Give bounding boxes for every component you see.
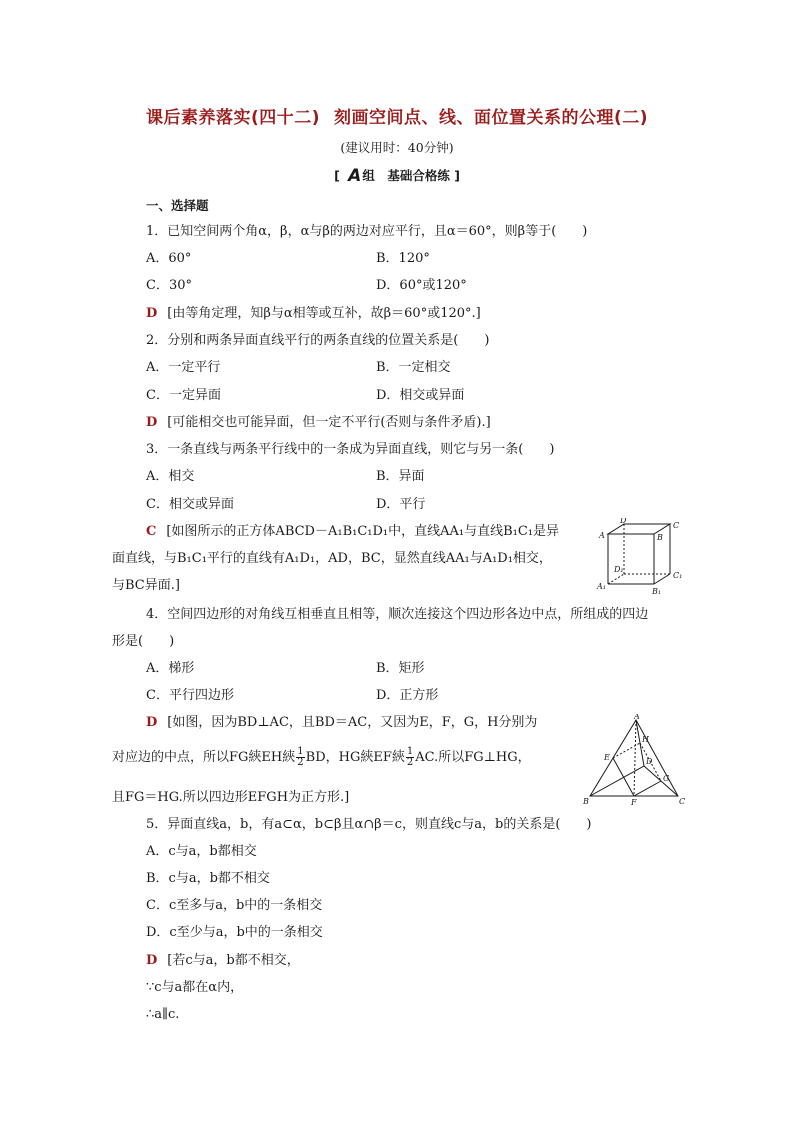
suggested-time: (建议用时：40分钟) [340,140,454,155]
cube-label-d: D [620,518,627,525]
q3-explanation-line3: 与BC异面.] [112,578,180,593]
q3-answer: C [146,524,157,539]
q1-explanation-text: [由等角定理，知β与α相等或互补，故β＝60°或120°.] [167,306,481,321]
q5-explanation-line3: ∴a∥c. [146,1007,180,1022]
group-heading [0,166,794,186]
tetra-edge-bd [590,766,644,796]
q3-option-c: C．相交或异面 [146,497,234,512]
tetrahedron-figure [582,714,686,806]
q5-option-c: C．c至多与a，b中的一条相交 [146,898,323,913]
q2-stem: 2．分别和两条异面直线平行的两条直线的位置关系是( ) [146,333,490,348]
q2-explanation [146,413,491,433]
q4-exp2-part-d: EF [373,750,392,765]
q2-explanation-text: [可能相交也可能异面，但一定不平行(否则与条件矛盾).] [167,415,491,430]
q3-option-a: A．相交 [146,469,195,484]
q1-answer: D [146,306,158,321]
cube-label-b1: B₁ [652,587,662,596]
tetra-label-f: F [631,798,637,806]
q1-option-d: D．60°或120° [376,278,467,293]
q4-option-c: C．平行四边形 [146,688,234,703]
q5-explanation-text1: [若c与a，b都不相交， [167,953,300,968]
q1-option-c: C．30° [146,278,192,293]
cube-label-a: A [599,531,605,540]
q5-answer: D [146,953,158,968]
q4-explanation-text1: [如图，因为BD⊥AC，且BD＝AC，又因为E，F，G，H分别为 [167,715,538,730]
title-series: 课后素养落实(四十二) [145,108,320,128]
tetra-edge-fg [634,781,661,796]
q5-stem: 5．异面直线a，b，有a⊂α，b⊂β且α∩β＝c，则直线c与a，b的关系是( ) [146,817,592,832]
group-bracket-close: ] [454,168,460,183]
q4-stem-line1: 4．空间四边形的对角线互相垂直且相等，顺次连接这个四边形各边中点，所组成的四边 [146,607,649,622]
q3-explanation-text1: [如图所示的正方体ABCD－A₁B₁C₁D₁中，直线AA₁与直线B₁C₁是异 [166,524,560,539]
page-title [0,103,794,128]
cube-edge-a1d1 [608,574,624,584]
cube-figure [594,518,686,596]
fraction-numerator: 1 [406,746,414,757]
q4-explanation-line3: 且FG＝HG.所以四边形EFGH为正方形.] [112,790,350,805]
q4-half-fraction [296,747,304,768]
fraction-numerator: 1 [297,746,304,757]
q4-eqpar-symbol: 綊 [391,750,405,765]
group-a-badge: A [348,166,362,186]
q4-explanation-line2 [112,745,531,771]
q4-exp2-part-b: EH [261,750,283,765]
q4-option-a: A．梯形 [146,661,195,676]
q1-option-b: B．120° [376,251,430,266]
title-topic: 刻画空间点、线、面位置关系的公理(二) [334,108,649,128]
cube-edge-b1c1 [654,574,670,584]
tetra-label-a: A [634,714,640,721]
cube-label-a1: A₁ [597,582,606,591]
q2-option-d: D．相交或异面 [376,388,465,403]
q4-eqpar-symbol: 綊 [360,750,374,765]
q4-stem-line2: 形是( ) [112,634,175,649]
q4-exp2-part-a: 对应边的中点，所以FG [112,750,249,765]
section-heading: 一、选择题 [146,198,209,213]
tetra-edge-ac [634,720,636,796]
fraction-denominator: 2 [297,757,304,768]
group-bracket-open: [ [334,168,340,183]
q2-option-c: C．一定异面 [146,388,221,403]
q4-eqpar-symbol: 綊 [248,750,262,765]
q4-explanation-line1 [146,713,537,733]
q4-answer: D [146,715,158,730]
q3-explanation-line2: 面直线，与B₁C₁平行的直线有A₁D₁，AD，BC，显然直线AA₁与A₁D₁相交， [112,551,552,566]
q4-half-fraction [406,747,414,768]
q1-stem: 1．已知空间两个角α，β，α与β的两边对应平行，且α＝60°，则β等于( ) [146,224,588,239]
q5-option-d: D．c至少与a，b中的一条相交 [146,925,323,940]
tetra-label-d: D [646,757,653,766]
q5-explanation-line2: ∵c与a都在α内， [146,980,244,995]
cube-label-c: C [673,521,680,530]
q4-exp2-part-e: AC.所以FG⊥HG， [415,750,531,765]
q4-eqpar-symbol: 綊 [282,750,296,765]
q5-option-a: A．c与a，b都相交 [146,844,257,859]
q4-exp2-part-c: BD，HG [305,750,361,765]
group-label: 组 基础合格练 [362,168,450,183]
q5-explanation-line1 [146,951,300,971]
q3-stem: 3．一条直线与两条平行线中的一条成为异面直线，则它与另一条( ) [146,442,555,457]
q4-option-b: B．矩形 [376,661,425,676]
q3-explanation-line1 [146,522,559,542]
cube-label-c1: C₁ [673,571,683,580]
tetra-label-h: H [642,735,649,744]
q3-option-b: B．异面 [376,469,425,484]
cube-label-b: B [657,533,663,542]
tetra-edge-ef [613,758,634,796]
q1-explanation [146,304,481,324]
tetra-label-b: B [583,797,589,806]
q1-option-a: A．60° [146,251,192,266]
q5-option-b: B．c与a，b都不相交 [146,871,270,886]
fraction-denominator: 2 [406,757,414,768]
tetra-label-c: C [679,797,686,806]
tetra-label-g: G [663,774,670,783]
q2-option-a: A．一定平行 [146,360,221,375]
tetra-label-e: E [604,753,610,762]
q2-answer: D [146,415,158,430]
q4-option-d: D．正方形 [376,688,439,703]
cube-label-d1: D₁ [614,565,624,574]
q3-option-d: D．平行 [376,497,426,512]
q2-option-b: B．一定相交 [376,360,451,375]
